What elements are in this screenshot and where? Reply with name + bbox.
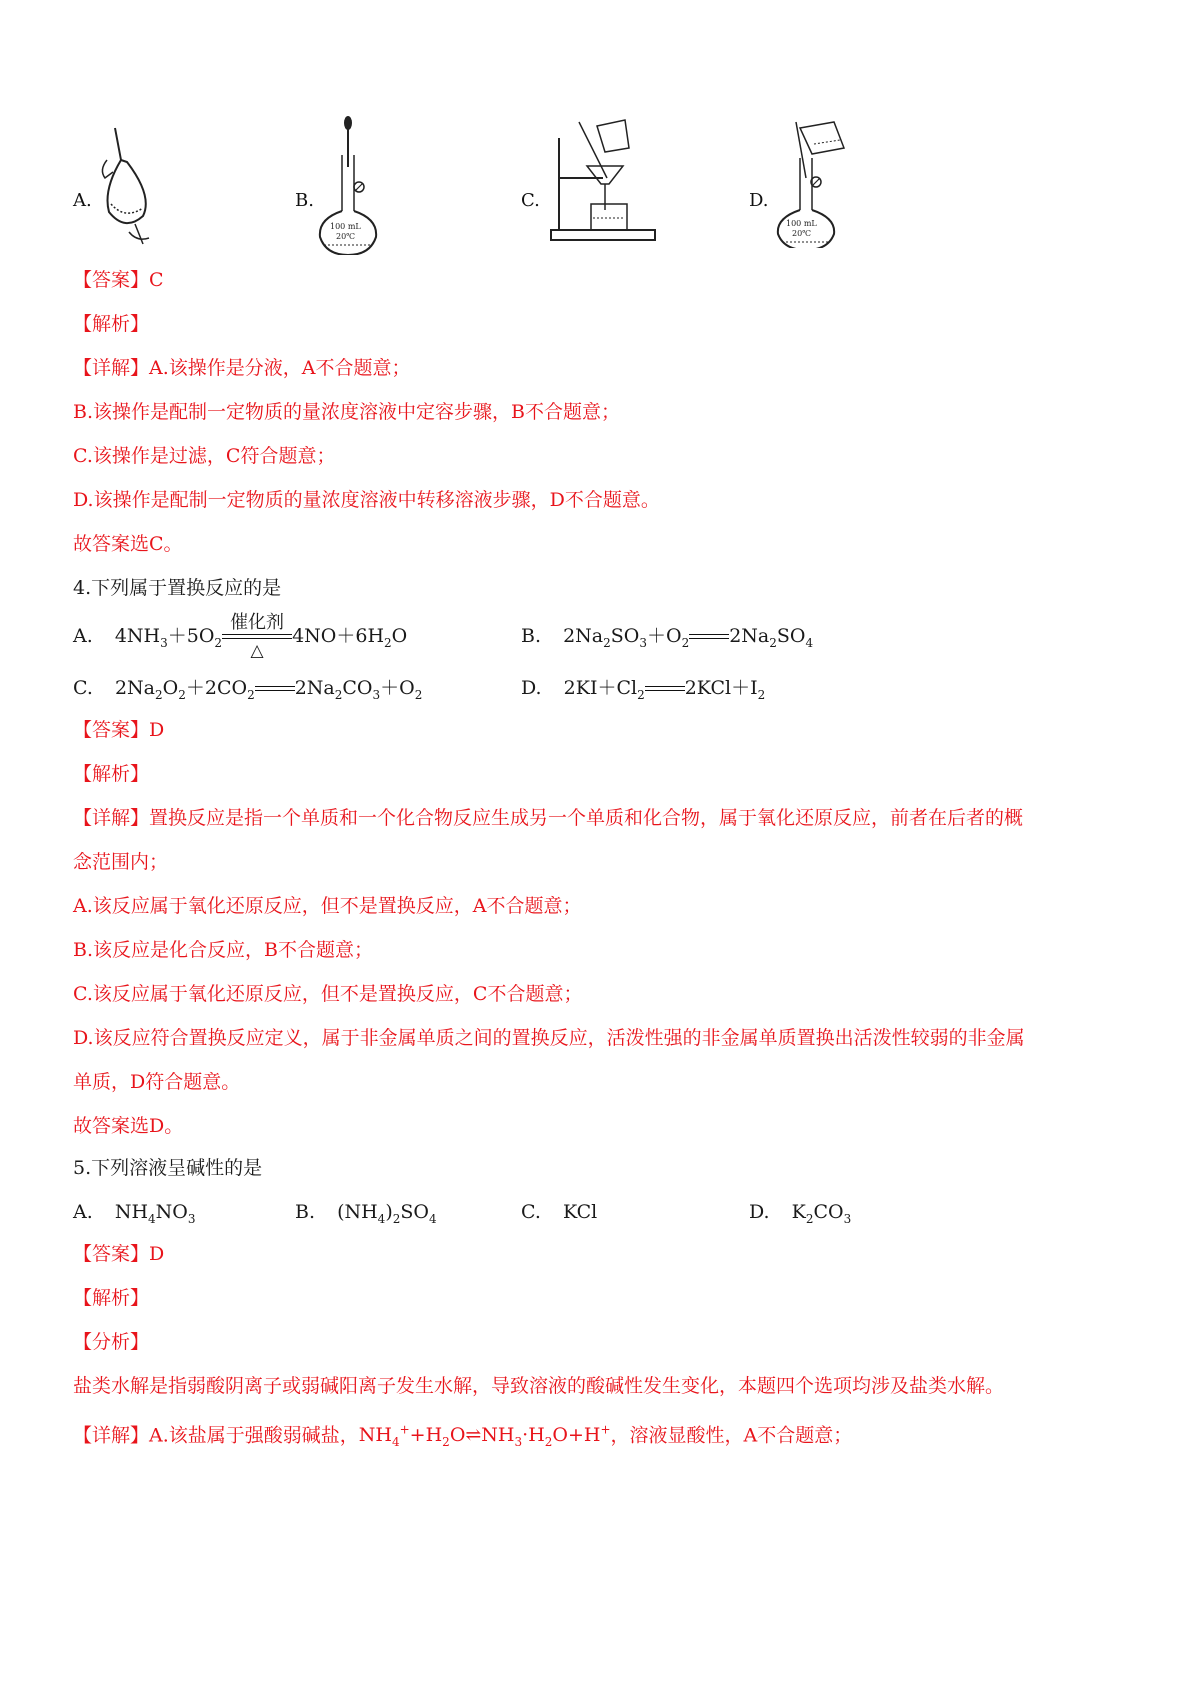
- q4-option-b-label: B.: [521, 625, 542, 647]
- q5-analysis: 【解析】: [73, 1287, 150, 1309]
- q3-detail-d: D.该操作是配制一定物质的量浓度溶液中转移溶液步骤，D不合题意。: [73, 489, 660, 511]
- flask-d-temperature: 20℃: [792, 229, 812, 238]
- q5-detail-a-prefix: 【详解】A.该盐属于强酸弱碱盐，: [73, 1424, 359, 1447]
- q4-detail-intro-1: 【详解】置换反应是指一个单质和一个化合物反应生成另一个单质和化合物，属于氧化还原反应，前者在后者的概: [73, 807, 1024, 829]
- hydrolysis-equation: $NH_4^++H_2O\rightleftharpoons NH_3\cdot H_2O+H^+$: [358, 1423, 611, 1450]
- heat-symbol: △: [250, 641, 264, 661]
- q4-detail-intro-2: 念范围内；: [73, 851, 169, 873]
- q5-detail-a-suffix: ，溶液显酸性，A不合题意；: [610, 1424, 853, 1447]
- q5-fenxi: 【分析】: [73, 1331, 150, 1353]
- q4-option-d: [521, 676, 765, 707]
- q4-option-c-label: C.: [73, 677, 93, 699]
- q4-detail-d-1: D.该反应符合置换反应定义，属于非金属单质之间的置换反应，活泼性强的非金属单质置换出活泼性较弱的非金属: [73, 1027, 1025, 1049]
- separatory-funnel-figure: [95, 120, 165, 260]
- q5-option-c-formula: KCl: [562, 1201, 598, 1223]
- q4-analysis: 【解析】: [73, 763, 150, 785]
- q4-detail-c: C.该反应属于氧化还原反应，但不是置换反应，C不合题意；: [73, 983, 583, 1005]
- q4-answer: 【答案】D: [73, 719, 165, 741]
- q5-option-b: [295, 1200, 437, 1231]
- q4-conclusion: 故答案选D。: [73, 1115, 184, 1137]
- volumetric-flask-transfer-figure: [770, 118, 870, 248]
- q4-option-c: [73, 676, 422, 707]
- q4-option-a: [73, 612, 408, 661]
- q5-question: 5.下列溶液呈碱性的是: [73, 1157, 263, 1179]
- q4-detail-d-2: 单质，D符合题意。: [73, 1071, 241, 1093]
- q4-option-b-equation: $2Na_2SO_3+O_2$ $2Na_2SO_4$: [563, 625, 814, 650]
- q4-option-a-label: A.: [73, 625, 93, 647]
- q3-detail-b: B.该操作是配制一定物质的量浓度溶液中定容步骤，B不合题意；: [73, 401, 620, 423]
- volumetric-flask-dropper-figure: [312, 115, 392, 255]
- q5-option-d-formula: $K_2CO_3$: [791, 1201, 852, 1226]
- q5-option-d: [749, 1200, 851, 1231]
- q5-option-c: [521, 1200, 597, 1224]
- q3-detail-a: 【详解】A.该操作是分液，A不合题意；: [73, 357, 411, 379]
- figure-c-label: C.: [521, 190, 540, 211]
- flask-d-volume: 100 mL: [786, 219, 817, 228]
- q5-option-a-formula: $NH_4NO_3$: [114, 1201, 196, 1226]
- q3-conclusion: 故答案选C。: [73, 533, 183, 555]
- q5-option-b-label: B.: [295, 1201, 316, 1223]
- catalyst-label: 催化剂: [230, 612, 285, 633]
- q4-detail-a: A.该反应属于氧化还原反应，但不是置换反应，A不合题意；: [73, 895, 582, 917]
- q5-fenxi-text: 盐类水解是指弱酸阴离子或弱碱阳离子发生水解，导致溶液的酸碱性发生变化，本题四个选项均涉及盐类水解。: [73, 1375, 1005, 1397]
- q4-option-c-equation: $2Na_2O_2+2CO_2$ $2Na_2CO_3+O_2$: [114, 677, 423, 702]
- q5-detail-a: [73, 1418, 852, 1454]
- filtration-setup-figure: [545, 118, 665, 248]
- q4-option-a-reactants: $4NH_3+5O_2$: [114, 625, 223, 650]
- q5-option-a: [73, 1200, 196, 1231]
- q4-option-b: [521, 624, 813, 655]
- figure-b-label: B.: [295, 190, 314, 211]
- q5-answer: 【答案】D: [73, 1243, 165, 1265]
- figure-a-label: A.: [73, 190, 92, 211]
- q5-option-b-formula: $(NH_4)_2SO_4$: [337, 1201, 437, 1226]
- q4-question: 4.下列属于置换反应的是: [73, 577, 282, 599]
- q5-option-d-label: D.: [749, 1201, 770, 1223]
- flask-b-temperature: 20℃: [336, 232, 356, 241]
- reaction-condition: [222, 612, 292, 661]
- q5-option-a-label: A.: [73, 1201, 93, 1223]
- q3-answer: 【答案】C: [73, 269, 164, 291]
- q4-option-d-equation: $2KI+Cl_2$ $2KCl+I_2$: [563, 677, 766, 702]
- q4-option-a-products: $4NO+6H_2O$: [292, 625, 408, 650]
- q4-option-d-label: D.: [521, 677, 542, 699]
- flask-b-volume: 100 mL: [330, 222, 361, 231]
- q3-analysis: 【解析】: [73, 313, 150, 335]
- figure-d-label: D.: [749, 190, 769, 211]
- q4-detail-b: B.该反应是化合反应，B不合题意；: [73, 939, 373, 961]
- q3-detail-c: C.该操作是过滤，C符合题意；: [73, 445, 336, 467]
- q5-option-c-label: C.: [521, 1201, 541, 1223]
